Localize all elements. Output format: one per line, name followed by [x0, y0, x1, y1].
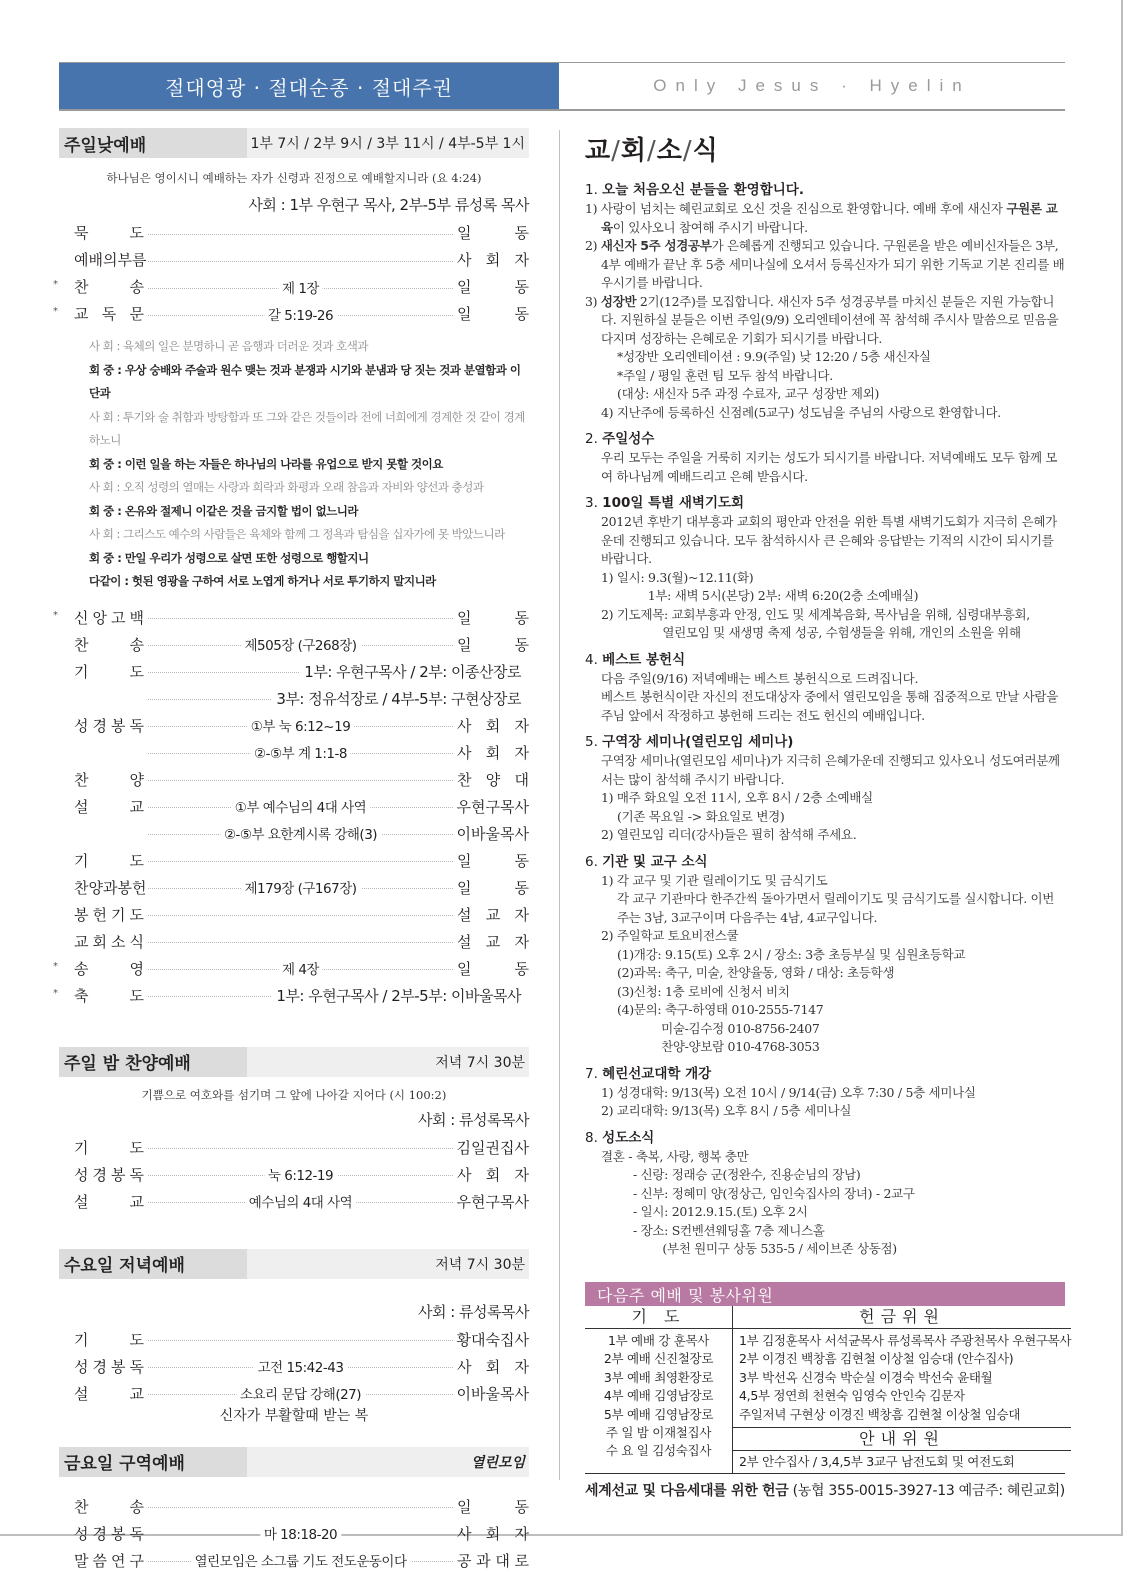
news-item	[585, 181, 1065, 422]
order-leader: 1부: 우현구목사 / 2부-5부: 이바울목사	[272, 985, 525, 1006]
leader-dots	[148, 277, 453, 297]
order-item	[59, 658, 529, 685]
leader-dots	[148, 688, 525, 708]
news-heading: 8. 성도소식	[585, 1129, 655, 1146]
news-heading: 1. 오늘 처음오신 분들을 환영합니다.	[585, 182, 804, 198]
order-leader: 일 동	[457, 305, 529, 323]
offering-account-detail: (농협 355-0015-3927-13 예금주: 혜린교회)	[788, 1483, 1065, 1500]
order-item	[59, 901, 529, 928]
order-label: 찬 양	[74, 770, 144, 789]
order-label: 설 교	[74, 1192, 144, 1211]
order-label: 찬양과봉헌	[74, 878, 147, 897]
order-item	[59, 1353, 529, 1380]
volunteer-entry: 2부 이경진 백창흠 김현철 이상철 임승대 (안수집사)	[739, 1351, 1014, 1367]
order-leader: 일 동	[457, 224, 529, 242]
news-text: (1)개강: 9.15(토) 오후 2시 / 장소: 3층 초등부실 및 심원초등학교	[617, 946, 966, 962]
news-text: 2012년 후반기 대부흥과 교회의 평안과 안전을 위한 특별 새벽기도회가 지극히 은혜가운데 진행되고 있습니다. 모두 참석하시사 큰 은혜와 응답받는 기적의 시간이 되시기를 바랍니다.	[601, 514, 1057, 566]
standing-mark: *	[53, 279, 58, 290]
order-label: 설 교	[74, 797, 144, 816]
next-week-volunteers	[585, 1282, 1072, 1500]
order-item	[59, 739, 529, 766]
news-list	[585, 181, 1065, 1259]
order-item	[59, 246, 529, 273]
news-text: 1) 사랑이 넘치는 혜린교회로 오신 것을 진심으로 환영합니다. 예배 후에 새신자 구원론 교육이 있사오니 참여해 주시기 바랍니다.	[585, 201, 1058, 235]
order-leader: 사 회 자	[457, 743, 529, 762]
order-leader: 사 회 자	[457, 251, 529, 269]
reading-line: 사 회 : 오직 성령의 열매는 사랑과 희락과 화평과 오래 참음과 자비와 양선과 충성과	[89, 480, 484, 494]
volunteer-entry: 3부 박선옥 신경숙 박순실 이경숙 박선숙 윤태월	[739, 1369, 993, 1385]
leader-dots	[148, 1523, 453, 1543]
order-leader: 사 회 자	[457, 1524, 529, 1543]
news-text: 4) 지난주에 등록하신 신점례(5교구) 성도님을 주님의 사랑으로 환영합니다.	[601, 404, 1001, 420]
order-detail: 소요리 문답 강해(27)	[236, 1383, 365, 1403]
leader-dots	[148, 304, 453, 324]
order-detail: 제 4장	[278, 958, 323, 978]
news-item	[585, 430, 1065, 486]
order-item	[59, 793, 529, 820]
usher-header: 안내위원	[733, 1427, 1071, 1451]
news-text: (2)과목: 축구, 미술, 찬양율동, 영화 / 대상: 초등학생	[617, 965, 895, 980]
news-text: 결혼 - 축복, 사랑, 행복 충만	[601, 1148, 749, 1164]
order-detail: 마 18:18-20	[260, 1523, 341, 1543]
order-item	[59, 874, 529, 901]
order-label: 찬 송	[74, 1497, 144, 1516]
order-leader: 이바울목사	[456, 824, 529, 843]
news-item	[585, 1065, 1065, 1121]
order-item	[53, 955, 529, 982]
presider: 사회 : 류성록목사	[417, 1110, 529, 1129]
news-item	[585, 853, 1065, 1057]
order-item	[59, 631, 529, 658]
order-item	[59, 1493, 529, 1520]
news-text: *주일 / 평일 훈련 팀 모두 참석 바랍니다.	[617, 367, 833, 383]
order-leader: 설 교 자	[457, 905, 529, 924]
responsive-reading	[59, 335, 529, 594]
volunteer-table	[585, 1306, 1072, 1474]
order-list	[59, 1134, 529, 1215]
order-item	[59, 1380, 529, 1407]
service-tag: 열린모임	[470, 1454, 525, 1471]
leader-dots	[148, 1137, 453, 1157]
leader-dots	[148, 1356, 453, 1376]
news-item	[585, 651, 1065, 726]
news-heading: 5. 구역장 세미나(열린모임 세미나)	[585, 734, 794, 750]
leader-dots	[148, 931, 453, 951]
order-item	[53, 273, 529, 300]
news-heading: 7. 혜린선교대학 개강	[585, 1065, 712, 1082]
news-text: - 일시: 2012.9.15.(토) 오후 2시	[633, 1204, 808, 1219]
order-item	[59, 685, 529, 712]
order-label: 봉 헌 기 도	[74, 905, 144, 924]
news-text: 2) 주일학교 토요비전스쿨	[601, 928, 739, 943]
order-label: 신 앙 고 백	[74, 608, 144, 627]
reading-line: 다같이 : 헛된 영광을 구하여 서로 노엽게 하거나 서로 투기하지 말지니라	[89, 574, 436, 588]
presider: 사회 : 1부 우현구 목사, 2부-5부 류성록 목사	[248, 196, 529, 214]
volunteer-entry: 주 일 밤 이재철집사	[605, 1425, 712, 1441]
volunteer-entry: 주일저녁 구현상 이경진 백창흠 김현철 이상철 임승대	[739, 1406, 1021, 1422]
order-label: 찬 송	[74, 635, 144, 654]
sermon-subtitle: 신자가 부활할때 받는 복	[219, 1407, 369, 1424]
leader-dots	[148, 877, 453, 897]
tagline: Only Jesus · Hyelin	[653, 76, 971, 95]
order-detail: ①부 눅 6:12~19	[247, 715, 355, 735]
news-item	[585, 733, 1065, 845]
order-leader: 우현구목사	[456, 1192, 529, 1211]
order-detail: 제505장 (구268장)	[240, 634, 360, 654]
leader-dots	[148, 742, 453, 762]
news-text: 다음 주일(9/16) 저녁예배는 베스트 봉헌식으로 드려집니다.	[601, 670, 919, 686]
news-text: (4)문의: 축구-하영태 010-2555-7147	[617, 1002, 824, 1017]
volunteer-entry: 1부 예배 강 훈목사	[607, 1333, 710, 1348]
order-list	[59, 1326, 529, 1407]
order-item	[59, 1161, 529, 1188]
order-item	[59, 219, 529, 246]
order-label: 축 도	[74, 986, 144, 1005]
order-label: 교 회 소 식	[74, 932, 144, 951]
news-text: (3)신청: 1층 로비에 신청서 비치	[617, 983, 790, 999]
order-item	[59, 847, 529, 874]
news-text: 우리 모두는 주일을 거룩히 지키는 성도가 되시기를 바랍니다. 저녁예배도 모두 함께 모여 하나님께 예배드리고 은혜 받읍시다.	[601, 450, 1058, 484]
prayer-column	[585, 1306, 733, 1473]
offering-list	[733, 1329, 1071, 1427]
news-text: 1부: 새벽 5시(본당) 2부: 새벽 6:20(2층 소예배실)	[633, 588, 919, 603]
order-label: 묵 도	[74, 224, 144, 242]
order-leader: 공 과 대 로	[457, 1551, 529, 1570]
leader-dots	[148, 850, 453, 870]
order-label: 기 도	[74, 1330, 144, 1349]
leader-dots	[148, 796, 453, 816]
reading-line: 사 회 : 그리스도 예수의 사람들은 육체와 함께 그 정욕과 탐심을 십자가에 못 박았느니라	[89, 527, 505, 541]
news-text: - 장소: S컨벤션웨딩홀 7층 제니스홀	[633, 1222, 825, 1238]
leader-dots	[148, 607, 453, 627]
section-title: 주일낮예배	[64, 135, 147, 156]
news-heading: 6. 기관 및 교구 소식	[585, 853, 708, 870]
reading-line: 사 회 : 투기와 술 취함과 방탕함과 또 그와 같은 것들이라 전에 너희에게 경계한 것 같이 경계하노니	[89, 409, 525, 447]
wednesday-header	[59, 1249, 529, 1279]
news-text: 2) 교리대학: 9/13(목) 오후 8시 / 5층 세미나실	[601, 1103, 852, 1118]
news-heading: 2. 주일성수	[585, 431, 655, 447]
offering-account	[585, 1480, 1065, 1500]
standing-mark: *	[53, 306, 58, 317]
volunteer-entry: 3부 예배 최영환장로	[603, 1369, 714, 1385]
order-label: 성 경 봉 독	[74, 716, 144, 735]
church-news-column	[585, 128, 1065, 1267]
order-list	[59, 1493, 529, 1574]
news-text: - 신랑: 정래승 군(정완수, 진용순님의 장남)	[633, 1167, 861, 1182]
leader-dots	[148, 958, 453, 978]
order-detail: 제 1장	[278, 277, 323, 297]
leader-dots	[148, 661, 525, 681]
news-item	[585, 494, 1065, 643]
order-item	[59, 820, 529, 847]
order-leader: 1부: 우현구목사 / 2부: 이종산장로	[300, 661, 525, 682]
leader-dots	[148, 823, 453, 843]
order-label: 예배의부름	[74, 251, 147, 269]
order-item	[59, 1188, 529, 1215]
news-text: (부천 원미구 상동 535-5 / 세이브존 상동점)	[633, 1241, 897, 1256]
leader-dots	[148, 904, 453, 924]
leader-dots	[148, 715, 453, 735]
leader-dots	[148, 223, 453, 243]
order-leader: 사 회 자	[457, 1357, 529, 1376]
order-label: 송 영	[74, 959, 144, 978]
reading-line: 회 중 : 우상 숭배와 주술과 원수 맺는 것과 분쟁과 시기와 분냄과 당 짓는 것과 분열함과 이단과	[89, 362, 521, 400]
offering-header: 헌금위원	[733, 1306, 1071, 1329]
news-text: 1) 일시: 9.3(월)~12.11(화)	[601, 569, 754, 585]
header-banner	[59, 62, 1065, 111]
order-item	[59, 928, 529, 955]
offering-column	[733, 1306, 1071, 1473]
order-detail: 고전 15:42-43	[254, 1356, 348, 1376]
order-detail: 제179장 (구167장)	[240, 877, 360, 897]
volunteer-entry: 2부 예배 신진철장로	[603, 1351, 714, 1367]
news-text: 미술-김수정 010-8756-2407	[617, 1020, 820, 1036]
service-time: 저녁 7시 30분	[435, 1054, 525, 1071]
leader-dots	[148, 1329, 453, 1349]
news-text: (대상: 새신자 5주 과정 수료자, 교구 성장반 제외)	[617, 386, 880, 401]
order-label: 찬 송	[74, 278, 144, 296]
motto: 절대영광 · 절대순종 · 절대주권	[59, 63, 559, 109]
presider: 사회 : 류성록목사	[417, 1302, 529, 1321]
order-leader: 일 동	[457, 851, 529, 870]
order-list	[53, 219, 529, 327]
leader-dots	[148, 1550, 453, 1570]
order-label: 기 도	[74, 1138, 144, 1157]
order-list	[53, 604, 529, 1009]
news-text: 1) 각 교구 및 기관 릴레이기도 및 금식기도	[601, 872, 828, 888]
order-leader: 찬 양 대	[457, 770, 529, 789]
volunteer-entry: 5부 예배 김영남장로	[603, 1406, 714, 1422]
order-detail: 눅 6:12-19	[264, 1164, 337, 1184]
section-title: 수요일 저녁예배	[64, 1256, 185, 1276]
order-leader: 일 동	[457, 878, 529, 897]
standing-mark: *	[53, 960, 58, 972]
order-label: 설 교	[74, 1384, 144, 1403]
scripture-verse: 기쁨으로 여호와를 섬기며 그 앞에 나아갈 지어다 (시 100:2)	[141, 1087, 447, 1102]
prayer-header: 기 도	[585, 1306, 732, 1329]
volunteer-entry: 1부 김정훈목사 서석균목사 류성록목사 주광천목사 우현구목사	[739, 1333, 1072, 1348]
news-text: 1) 매주 화요일 오전 11시, 오후 8시 / 2층 소예배실	[601, 790, 873, 805]
order-label: 기 도	[74, 662, 144, 681]
order-label: 성 경 봉 독	[74, 1524, 144, 1543]
order-leader: 일 동	[457, 635, 529, 654]
sunday-service-header	[59, 128, 529, 158]
section-title: 금요일 구역예배	[64, 1454, 185, 1474]
section-title: 주일 밤 찬양예배	[64, 1054, 191, 1074]
news-text: 열린모임 및 새생명 축제 성공, 수험생들을 위해, 개인의 소원을 위해	[633, 625, 1021, 640]
news-text: 베스트 봉헌식이란 자신의 전도대상자 중에서 열린모임을 통해 집중적으로 만날 사람을 주님 앞에서 작정하고 봉헌해 드리는 전도 헌신의 예배입니다.	[601, 689, 1058, 723]
news-item	[585, 1129, 1065, 1259]
news-text: 각 교구 기관마다 한주간씩 돌아가면서 릴레이기도 및 금식기도를 실시합니다. 이번주는 3남, 3교구이며 다음주는 4남, 4교구입니다.	[617, 891, 1055, 925]
order-item	[53, 300, 529, 327]
news-text: - 신부: 정혜미 양(정상근, 임인숙집사의 장녀) - 2교구	[633, 1185, 915, 1201]
order-leader: 김일권집사	[456, 1138, 529, 1157]
news-heading: 3. 100일 특별 새벽기도회	[585, 495, 745, 511]
reading-line: 회 중 : 만일 우리가 성령으로 살면 또한 성령으로 행할지니	[89, 550, 369, 565]
news-title: 교/회/소/식	[585, 136, 719, 166]
order-label: 성 경 봉 독	[74, 1357, 144, 1376]
news-text: 2) 열린모임 리더(강사)들은 필히 참석해 주세요.	[601, 827, 857, 842]
reading-line: 회 중 : 온유와 절제니 이같은 것을 금지할 법이 없느니라	[89, 503, 359, 518]
order-item	[59, 1134, 529, 1161]
leader-dots	[148, 769, 453, 789]
order-leader: 우현구목사	[456, 797, 529, 816]
leader-dots	[148, 250, 453, 270]
next-week-title: 다음주 예배 및 봉사위원	[585, 1282, 1065, 1306]
volunteer-entry: 4부 예배 김영남장로	[603, 1388, 714, 1404]
news-text: 찬양-양보람 010-4768-3053	[617, 1039, 820, 1054]
order-label: 교 독 문	[74, 305, 144, 323]
order-leader: 이바울목사	[456, 1384, 529, 1403]
order-leader: 설 교 자	[457, 932, 529, 951]
reading-line: 사 회 : 육체의 일은 분명하니 곧 음행과 더러운 것과 호색과	[89, 339, 368, 353]
order-item	[59, 712, 529, 739]
volunteer-entry: 4,5부 정연희 천현숙 임영숙 안인숙 김문자	[739, 1388, 965, 1404]
news-text: *성장반 오리엔테이션 : 9.9(주일) 낮 12:20 / 5층 새신자실	[617, 349, 931, 364]
news-text: 1) 성경대학: 9/13(목) 오전 10시 / 9/14(금) 오후 7:30 / 5층 세미나실	[601, 1084, 976, 1100]
usher-text: 2부 안수집사 / 3,4,5부 3교구 남전도회 및 여전도회	[739, 1454, 1015, 1470]
news-text: 2) 새신자 5주 성경공부가 은혜롭게 진행되고 있습니다. 구원론을 받은 예비신자들은 3부, 4부 예배가 끝난 후 5층 세미나실에 오셔서 등록신자가 되기 위한 기독교 기본 진리를 배우시기를 바랍니다.	[585, 238, 1065, 290]
order-detail: 갈 5:19-26	[264, 304, 337, 324]
leader-dots	[148, 1383, 453, 1403]
column-divider	[559, 130, 560, 1480]
standing-mark: *	[53, 987, 58, 999]
order-item	[53, 982, 529, 1009]
order-detail: ②-⑤부 요한계시록 강해(3)	[220, 823, 381, 843]
volunteer-entry: 수 요 일 김성숙집사	[605, 1443, 712, 1459]
order-label: 기 도	[74, 851, 144, 870]
order-item	[59, 1520, 529, 1547]
news-text: 3) 성장반 2기(12주)를 모집합니다. 새신자 5주 성경공부를 마치신 분들은 지원 가능합니다. 지원하실 분들은 이번 주일(9/9) 오리엔테이션에 꼭 참석해 주시사 말씀으로 믿음을 다지며 성장하는 은혜로운 기회가 되시기를 바랍니다.	[585, 293, 1059, 346]
reading-line: 회 중 : 이런 일을 하는 자들은 하나님의 나라를 유업으로 받지 못할 것이요	[89, 456, 443, 471]
news-text: 구역장 세미나(열린모임 세미나)가 지극히 은혜가운데 진행되고 있사오니 성도여러분께서는 많이 참석해 주시기 바랍니다.	[601, 753, 1060, 787]
standing-mark: *	[53, 609, 58, 621]
order-leader: 일 동	[457, 959, 529, 978]
leader-dots	[148, 985, 525, 1005]
order-leader: 황대숙집사	[456, 1330, 529, 1349]
prayer-list	[585, 1329, 732, 1464]
leader-dots	[148, 634, 453, 654]
order-leader: 일 동	[457, 1497, 529, 1516]
order-detail: 열린모임은 소그룹 기도 전도운동이다	[190, 1550, 410, 1570]
scripture-verse: 하나님은 영이시니 예배하는 자가 신령과 진정으로 예배할지니라 (요 4:24)	[106, 171, 482, 185]
news-heading: 4. 베스트 봉헌식	[585, 651, 686, 668]
offering-account-title: 세계선교 및 다음세대를 위한 헌금	[585, 1483, 789, 1500]
leader-dots	[148, 1496, 453, 1516]
worship-order-column	[53, 128, 529, 1574]
leader-dots	[148, 1191, 453, 1211]
order-leader: 사 회 자	[457, 1165, 529, 1184]
order-leader: 일 동	[457, 608, 529, 627]
order-detail: 예수님의 4대 사역	[245, 1191, 356, 1211]
service-time: 저녁 7시 30분	[435, 1256, 525, 1273]
order-item	[59, 1326, 529, 1353]
order-leader: 사 회 자	[457, 716, 529, 735]
service-times: 1부 7시 / 2부 9시 / 3부 11시 / 4부-5부 1시	[250, 136, 525, 152]
order-label: 성 경 봉 독	[74, 1165, 144, 1184]
order-item	[59, 766, 529, 793]
sunday-evening-header	[59, 1047, 529, 1077]
order-detail: ②-⑤부 계 1:1-8	[250, 742, 351, 762]
news-text: (기존 목요일 -> 화요일로 변경)	[617, 808, 785, 824]
order-item	[59, 1547, 529, 1574]
news-text: 2) 기도제목: 교회부흥과 안정, 인도 및 세계복음화, 목사님을 위해, 심령대부흥회,	[601, 606, 1030, 622]
leader-dots	[148, 1164, 453, 1184]
order-leader: 3부: 정유석장로 / 4부-5부: 구현상장로	[272, 688, 525, 709]
order-leader: 일 동	[457, 278, 529, 296]
order-item	[53, 604, 529, 631]
order-label: 말 씀 연 구	[74, 1551, 144, 1570]
friday-header	[59, 1447, 529, 1477]
order-detail: ①부 예수님의 4대 사역	[231, 796, 370, 816]
